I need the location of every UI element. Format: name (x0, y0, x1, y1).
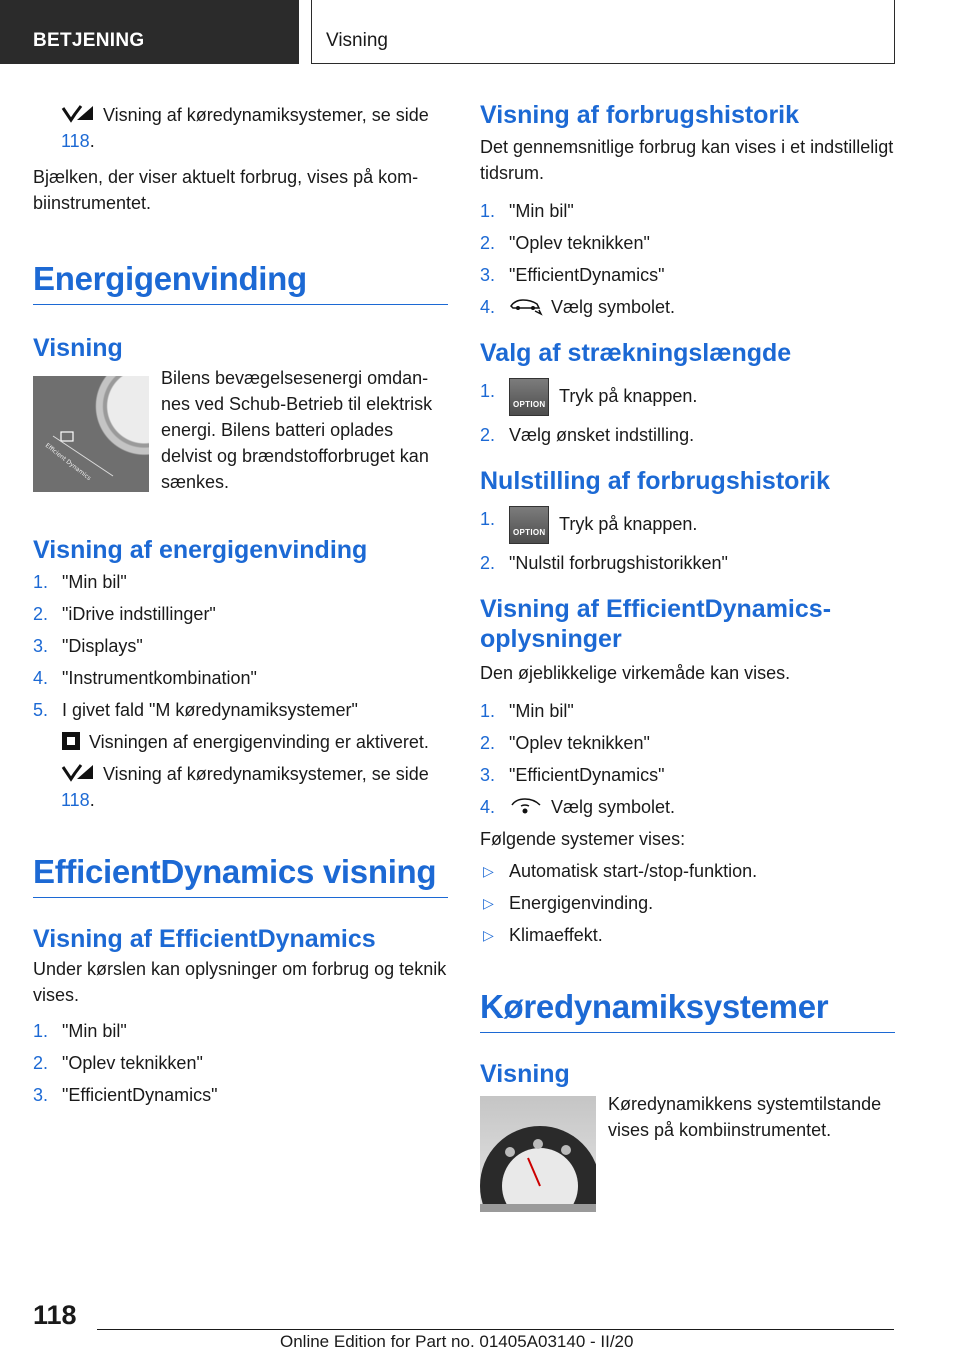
option-button-label: OPTION (513, 528, 546, 537)
heading-visning-efficientdynamics: Visning af EfficientDynamics (33, 925, 376, 953)
list-item (480, 762, 895, 788)
checkmark-drive-icon (61, 104, 95, 124)
step-text: I givet fald "M køredynamiksystemer" (62, 700, 358, 720)
systems-intro: Følgende systemer vises: (480, 829, 686, 849)
list-item (480, 230, 895, 256)
step-text: Vælg symbolet. (551, 297, 676, 317)
step-number: 5. (33, 700, 49, 720)
list-item (33, 697, 448, 723)
step-text: "iDrive indstillinger" (62, 604, 216, 624)
left-column (33, 100, 448, 1114)
list-item (33, 633, 448, 659)
steps-nul (480, 506, 895, 576)
heading-efficientdynamics-oplysninger: Visning af EfficientDynamics-oplysninger (480, 595, 832, 653)
list-item (480, 422, 895, 448)
step-text: "EfficientDynamics" (62, 1085, 218, 1105)
step-text: "Instrumentkombination" (62, 668, 257, 688)
list-item (480, 858, 895, 884)
step-text: "Nulstil forbrugshistorikken" (509, 553, 728, 573)
system-text: Energigenvinding. (509, 893, 654, 913)
step-text: "Min bil" (509, 701, 574, 721)
steps-energi (33, 569, 448, 723)
list-item (480, 198, 895, 224)
triangle-bullet-icon: ▷ (483, 927, 494, 943)
note-kd-end: . (89, 790, 95, 810)
step-number: 4. (33, 668, 49, 688)
steps-valg (480, 378, 895, 448)
step-number: 3. (33, 1085, 49, 1105)
list-item (480, 890, 895, 916)
option-button-label: OPTION (513, 400, 546, 409)
page-link-118[interactable]: 118 (61, 131, 90, 151)
step-number: 2. (480, 733, 496, 753)
step-number: 2. (480, 425, 496, 445)
list-item (33, 569, 448, 595)
list-item (33, 1082, 448, 1108)
step-text: "Oplev teknikken" (509, 233, 650, 253)
step-number: 3. (480, 765, 496, 785)
step-text: "Min bil" (62, 572, 127, 592)
step-number: 2. (33, 604, 49, 624)
step-text: Vælg symbolet. (551, 797, 676, 817)
step-text: Tryk på knappen. (559, 385, 698, 406)
note-aktiv (33, 729, 448, 755)
step-number: 1. (480, 201, 496, 221)
heading-koeredynamiksystemer: Køredynamiksystemer (480, 988, 895, 1033)
intro-text: Bjælken, der viser aktuelt forbrug, vises på kombiinstrumentet. (33, 167, 419, 213)
footer-rule (97, 1329, 894, 1330)
step-text: "Oplev teknikken" (62, 1053, 203, 1073)
top-note-text: Visning af køredynamiksystemer, se side (103, 105, 429, 125)
header-section-tab (0, 0, 299, 64)
list-item (480, 730, 895, 756)
step-text: Vælg ønsket indstilling. (509, 425, 695, 445)
step-number: 4. (480, 797, 496, 817)
step-number: 4. (480, 297, 496, 317)
car-info-icon (509, 796, 543, 816)
list-item (480, 262, 895, 288)
systems-list (480, 858, 895, 948)
page-number: 118 (33, 1300, 77, 1330)
step-number: 1. (480, 509, 496, 529)
drive-mode-dial-icon (480, 1096, 596, 1212)
note-aktiv-text: Visningen af energigenvinding er aktiveret. (89, 732, 429, 752)
list-item (480, 506, 895, 544)
top-note-end: . (89, 131, 95, 151)
step-number: 1. (33, 1021, 49, 1041)
header-chapter-label: Visning (326, 30, 388, 51)
list-item (480, 550, 895, 576)
checkbox-filled-icon (61, 731, 81, 751)
list-item (480, 794, 895, 820)
figure-energi (33, 369, 448, 495)
step-number: 3. (480, 265, 496, 285)
heading-kd-visning: Visning (480, 1060, 570, 1088)
kd-text: Køredynamikkens systemtilstande vises på kombiinstrumentet. (608, 1094, 882, 1140)
steps-hist (480, 198, 895, 320)
top-note (33, 102, 448, 154)
info-text: Den øjeblikkelige virkemåde kan vises. (480, 663, 791, 683)
footer-edition: Online Edition for Part no. 01405A03140 - II/20 (280, 1332, 634, 1351)
page-link-118[interactable]: 118 (61, 790, 90, 810)
list-item (480, 294, 895, 320)
heading-valg-straekningslaengde: Valg af strækningslængde (480, 339, 792, 367)
heading-nulstilling-forbrugshistorik: Nulstilling af forbrugshistorik (480, 467, 831, 495)
note-kd-text: Visning af køredynamiksystemer, se side (103, 764, 429, 784)
heading-visning-energigenvinding: Visning af energigenvinding (33, 536, 368, 564)
list-item (480, 698, 895, 724)
header-chapter-tab (311, 0, 895, 64)
checkmark-drive-icon (61, 763, 95, 783)
right-column (480, 100, 895, 1212)
step-text: "Min bil" (509, 201, 574, 221)
heading-forbrugshistorik: Visning af forbrugshistorik (480, 101, 800, 129)
step-text: "Displays" (62, 636, 143, 656)
step-number: 1. (480, 381, 496, 401)
step-text: "Min bil" (62, 1021, 127, 1041)
visning-text: Bilens bevægelsesenergi omdannes ved Schub-Betrieb til elektrisk energi. Bilens batteri oplades delvist og brændstofforbruget kan sænkes. (161, 368, 433, 492)
system-text: Automatisk start-/stop-funktion. (509, 861, 758, 881)
step-text: "EfficientDynamics" (509, 265, 665, 285)
heading-energigenvinding: Energigenvinding (33, 260, 448, 305)
step-number: 3. (33, 636, 49, 656)
system-text: Klimaeffekt. (509, 925, 603, 945)
heading-efficientdynamics-visning: EfficientDynamics visning (33, 853, 448, 898)
step-text: Tryk på knappen. (559, 513, 698, 534)
steps-info (480, 698, 895, 820)
step-text: "EfficientDynamics" (509, 765, 665, 785)
step-number: 2. (33, 1053, 49, 1073)
instrument-cluster-image (33, 376, 149, 492)
triangle-bullet-icon: ▷ (483, 863, 494, 879)
note-kd (33, 761, 448, 813)
svg-text:Efficient Dynamics: Efficient Dynamics (43, 442, 93, 482)
list-item (33, 1018, 448, 1044)
list-item (480, 922, 895, 948)
list-item (33, 665, 448, 691)
hist-text: Det gennemsnitlige forbrug kan vises i et indstilleligt tidsrum. (480, 137, 894, 183)
option-button-icon (509, 378, 549, 416)
option-button-icon (509, 506, 549, 544)
list-item (33, 601, 448, 627)
step-number: 2. (480, 553, 496, 573)
list-item (480, 378, 895, 416)
step-text: "Oplev teknikken" (509, 733, 650, 753)
triangle-bullet-icon: ▷ (483, 895, 494, 911)
ed-text: Under kørslen kan oplysninger om forbrug og teknik vises. (33, 959, 447, 1005)
step-number: 1. (33, 572, 49, 592)
heading-visning: Visning (33, 334, 123, 362)
figure-kd (480, 1091, 895, 1212)
drive-mode-cluster-image (480, 1096, 596, 1212)
step-number: 2. (480, 233, 496, 253)
header-section-label: BETJENING (33, 30, 145, 51)
step-number: 1. (480, 701, 496, 721)
gauge-detail-icon (33, 376, 149, 492)
steps-ed (33, 1018, 448, 1108)
list-item (33, 1050, 448, 1076)
car-history-icon (509, 296, 543, 316)
